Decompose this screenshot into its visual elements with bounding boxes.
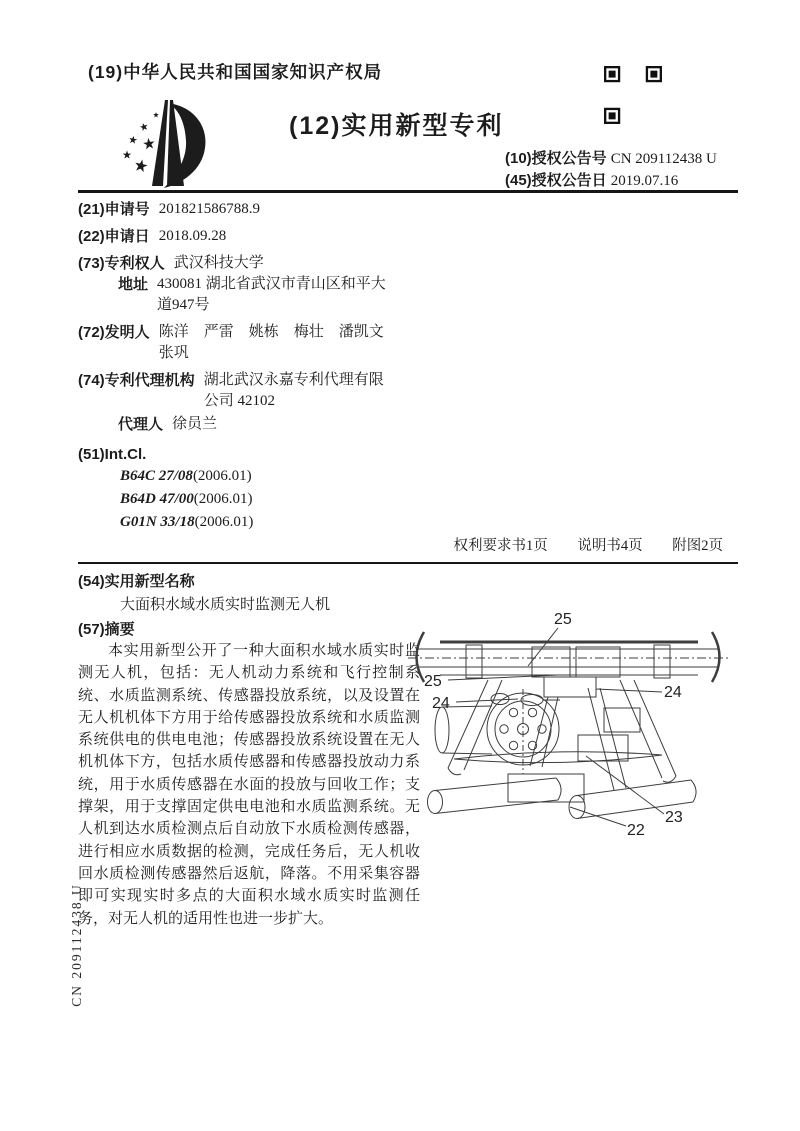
address-label: 地址 [118,276,149,293]
publication-date-value: 2019.07.16 [610,173,679,189]
qr-code [604,66,662,124]
inventors-label: (72)发明人 [78,324,150,341]
agency-line-2: 公司 42102 [203,393,275,409]
int-cl-version-3: (2006.01) [194,514,254,530]
patentee-value: 武汉科技大学 [173,255,264,271]
patent-office-name: (19)中华人民共和国国家知识产权局 [88,62,383,82]
int-cl-code-1: B64C 27/08 [120,468,193,484]
address-line-1: 430081 湖北省武汉市青山区和平大 [157,276,386,292]
leader-22 [570,807,626,826]
int-cl-code-2: B64D 47/00 [120,491,194,507]
figure-label-24-left: 24 [432,695,450,712]
application-number-value: 201821586788.9 [158,201,260,217]
section-divider [78,562,738,564]
agent-label: 代理人 [118,416,164,433]
patentee-block [78,253,428,316]
agency-row [78,370,428,412]
header-divider [78,190,738,193]
cnipa-logo [116,96,220,198]
agent-value: 徐员兰 [172,416,218,432]
int-cl-version-2: (2006.01) [193,491,253,507]
application-number-label: (21)申请号 [78,201,150,218]
int-cl-version-1: (2006.01) [192,468,252,484]
patentee-label: (73)专利权人 [78,255,165,272]
bibliographic-data [78,199,428,534]
address-row [78,274,428,316]
agency-line-1: 湖北武汉永嘉专利代理有限 [203,372,384,388]
figure-label-22: 22 [627,822,645,839]
inventors-value [159,322,384,364]
publication-date-label: (45)授权公告日 [505,172,607,189]
figure-label-23: 23 [665,809,683,826]
agency-label: (74)专利代理机构 [78,372,195,389]
figure-label-25-top: 25 [554,611,572,628]
inventors-row [78,322,428,364]
application-date-row [78,226,428,247]
logo-stars [123,112,159,173]
int-cl-code-3: G01N 33/18 [120,514,195,530]
application-date-value: 2018.09.28 [158,228,227,244]
int-cl-class-2 [78,488,428,511]
figure-label-25-left: 25 [424,673,442,690]
agent-row [78,414,428,435]
title-section [78,570,425,616]
address-line-2: 道947号 [157,297,210,313]
patent-drawing [408,596,730,858]
application-date-label: (22)申请日 [78,228,150,245]
document-type-title: (12)实用新型专利 [289,112,504,140]
publication-number-line [505,147,717,168]
claims-pages: 权利要求书1页 [453,538,548,554]
patentee-row [78,253,428,274]
address-value [157,274,386,316]
abstract-label: (57)摘要 [78,621,135,638]
invention-title: 大面积水域水质实时监测无人机 [120,597,331,613]
application-number-row [78,199,428,220]
publication-date-line [505,169,678,190]
int-cl-class-1 [78,465,428,488]
publication-number-value: CN 209112438 U [610,151,717,167]
boom-clamp-left [466,645,482,678]
boom-right-end [712,632,720,682]
boom-left-end [417,632,425,682]
boom-clamp-right [654,645,670,678]
description-pages: 说明书4页 [577,538,643,554]
drawings-pages: 附图2页 [672,538,723,554]
int-cl-label: (51)Int.Cl. [78,446,147,463]
side-publication-code: CN 209112438 U [69,883,84,1007]
abstract-section-label-row [78,618,425,639]
inventors-line-1: 陈洋 严雷 姚栋 梅壮 潘凯文 [158,324,384,340]
pages-info [78,534,723,555]
agency-value [204,370,384,412]
int-cl-class-3 [78,511,428,534]
int-cl-block [78,444,428,534]
inventors-line-2: 张巩 [158,345,189,361]
agency-block [78,370,428,435]
figure-label-24-right: 24 [664,684,682,701]
publication-number-label: (10)授权公告号 [505,150,607,167]
leader-24-right [596,689,662,692]
title-section-label: (54)实用新型名称 [78,573,195,590]
abstract-text: 本实用新型公开了一种大面积水域水质实时监测无人机，包括：无人机动力系统和飞行控制系统、水质监测系统、传感器投放系统，以及设置在无人机机体下方用于给传感器投放系统和水质监测系统供电的供电电池；传感器投放系统设置在无人机机体下方，包括水质传感器和传感器投放动力系统，用于水质传感器在水面的投放与回收工作；支撑架，用于支撑固定供电电池和水质监测系统。无人机到达水质检测点后自动放下水质检测传感器，进行相应水质数据的检测，完成任务后，无人机收回水质检测传感器然后返航，降落。不用采集容器即可实现实时多点的大面积水域水质实时监测任务，对无人机的适用性也进一步扩大。 [78,643,420,927]
